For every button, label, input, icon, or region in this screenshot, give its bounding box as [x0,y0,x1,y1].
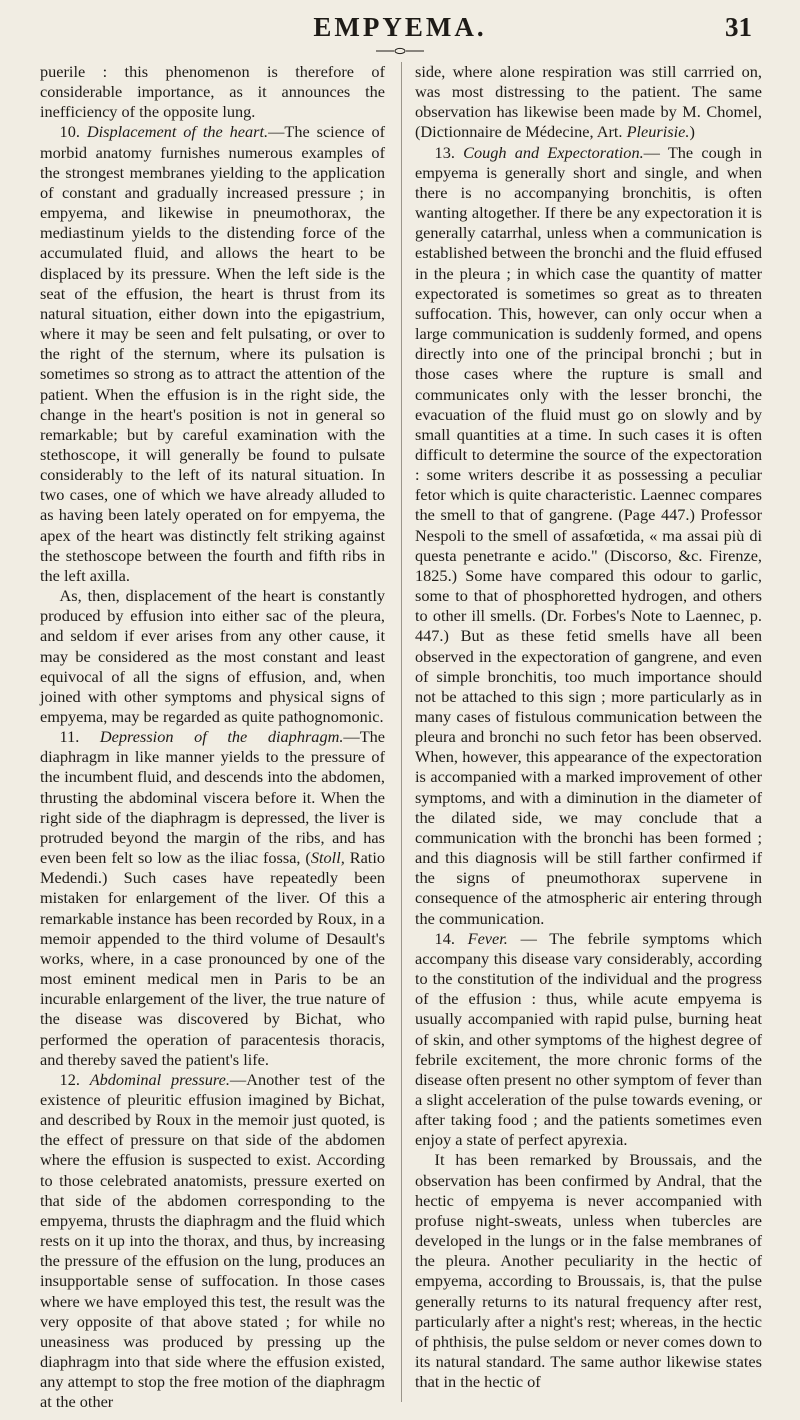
section-body: —Another test of the existence of pleuritic effusion imagined by Bichat, and described by Roux in the memoir just quoted, is the effect of pressure on that side of the abdomen where the effusion is suspected to exist. According to those celebrated anatomists, pressure exerted on that side of the abdomen corresponding to the empyema, thrusts the diaphragm and the fluid which rests on it up into the thorax, and thus, by increasing the pressure of the effusion on the lung, produces an insupportable sense of suffocation. In those cases where we have employed this test, the result was the very opposite of that above stated ; for while no uneasiness was produced by pressing up the diaphragm into that side where the effusion existed, any attempt to stop the free motion of the diaphragm at the other [40,1069,386,1412]
section-body-cont: Ratio Medendi.) Such cases have repeatedly been mistaken for enlargement of the liver. Of this a remarkable instance has been recorded by Roux, in a memoir appended to the third volume of Desault's works, where, in a case pronounced by one of the most eminent medical men in Paris to be an incurable enlargement of the liver, the true nature of the disease was discovered by Bichat, who performed the operation of paracentesis thoracis, and thereby saved the patient's life. [40,848,385,1069]
section-title: Abdominal pressure. [89,1069,230,1089]
paragraph: As, then, displacement of the heart is constantly produced by effusion into either sac of the pleura, and seldom if ever arises from any other cause, it may be considered as the most constant and least equivocal of all the signs of effusion, and, when joined with other symptoms and physical signs of empyema, may be regarded as quite pathognomonic. [40,586,385,726]
left-column [40,62,385,1412]
article-title: Pleurisie. [626,122,690,142]
column-divider [401,62,402,1402]
section-body: —The diaphragm in like manner yields to the pressure of the incumbent fluid, and descends into the abdomen, thrusting the abdominal viscera before it. When the right side of the diaphragm is depressed, the liver is protruded beyond the margin of the ribs, and has even been felt so low as the iliac fossa, ( [40,727,386,868]
section-title: Fever. [467,928,508,948]
section-10 [40,122,385,586]
section-body: — The cough in empyema is generally short and single, and when there is no accompanying bronchitis, is often wanting altogether. If there be any expectoration it is generally catarrhal, unless when a communication is established between the bronchi and the fluid effused in the pleura ; in which case the quantity of matter expectorated is sometimes so great as to threaten suffocation. This, however, can only occur when a large communication is suddenly formed, and opens directly into one of the principal bronchi ; but in those cases where the rupture is small and communicates only with the lesser bronchi, the evacuation of the fluid must go on slowly and by small quantities at a time. In such cases it is often difficult to determine the source of the expectoration : some writers describe it as possessing a peculiar fetor which is quite characteristic. Laennec compares the smell to that of gangrene. (Page 447.) Professor Nespoli to the smell of assafœtida, « ma assai più di questa penetrante e acido." (Discorso, &c. Firenze, 1825.) Some have compared this odour to garlic, some to that of phosphoretted hydrogen, and others to other ill smells. (Dr. Forbes's Note to Laennec, p. 447.) But as these fetid smells have all been observed in the expectoration of gangrene, and even of simple bronchitis, too much importance should not be attached to this sign ; more particularly as in many cases of fistulous communication between the pleura and bronchi no such fetor has been observed. When, however, this appearance of the expectoration is accompanied with a marked improvement of other symptoms, and with a diminution in the diameter of the dilated side, we may conclude that a communication with the bronchi has been formed ; and this diagnosis will be still farther confirmed if the signs of pneumothorax supervene in consequence of the atmospheric air entering through the communication. [415,142,763,928]
section-14 [415,929,762,1151]
paragraph-text: side, where alone respiration was still carrried on, was most distressing to the patient. The same observation has likewise been made by M. Chomel, (Dictionnaire de Médecine, Art. [415,62,762,142]
paragraph: It has been remarked by Broussais, and the observation has been confirmed by Andral, that the hectic of empyema is never accompanied with profuse night-sweats, unless when tubercles are developed in the lungs or in the false membranes of the pleura. Another peculiarity in the hectic of empyema, according to Broussais, is, that the pulse generally returns to its natural frequency after rest, particularly after a night's rest; whereas, in the hectic of phthisis, the pulse seldom or never comes down to its natural standard. The same author likewise states that in the hectic of [415,1150,762,1392]
paragraph-text: ) [689,122,695,142]
section-13 [415,143,762,929]
paragraph: puerile : this phenomenon is therefore of considerable importance, as it announces the inefficiency of the opposite lung. [40,62,385,122]
citation-author: Stoll, [310,848,345,868]
right-column [415,62,762,1392]
section-number: 11. [59,727,100,747]
section-number: 13. [434,142,464,162]
section-title: Depression of the diaphragm. [99,727,344,747]
page-number: 31 [725,12,752,42]
section-body: — The febrile symptoms which accompany this disease vary considerably, according to the constitution of the individual and the progress of the effusion : thus, while acute empyema is usually accompanied with rapid pulse, burning heat of skin, and other symptoms of the highest degree of febrile excitement, the more chronic forms of the disease often present no other symptom of fever than a slight acceleration of the pulse towards evening, or after taking food ; and the patients sometimes even enjoy a state of perfect apyrexia. [415,928,762,1150]
section-title: Displacement of the heart. [86,122,269,142]
section-number: 12. [59,1069,90,1089]
section-11 [40,727,385,1070]
paragraph [415,62,762,143]
running-title: EMPYEMA. [313,12,487,42]
section-body: —The science of morbid anatomy furnishes numerous examples of the strongest membranes yielding to the application of constant and gradually increased pressure ; in empyema, and likewise in pneumothorax, the mediastinum yields to the distending force of the accumulated fluid, and allows the heart to be displaced by its pressure. When the left side is the seat of the effusion, the heart is thrust from its natural situation, either down into the epigastrium, where it may be seen and felt pulsating, or over to the right of the sternum, where its pulsation is sometimes so strong as to attract the attention of the patient. When the effusion is in the right side, the change in the heart's position is not in general so remarkable; but by careful examination with the stethoscope, it will generally be found to pulsate considerably to the left of its natural situation. In two cases, one of which we have already alluded to as having been lately operated on for empyema, the apex of the heart was distinctly felt striking against the stethoscope between the fourth and fifth ribs in the left axilla. [40,122,386,585]
section-12 [40,1070,385,1413]
section-number: 10. [59,122,87,142]
section-title: Cough and Expectoration. [463,142,644,162]
section-number: 14. [434,928,468,948]
ornament-icon [370,46,430,56]
